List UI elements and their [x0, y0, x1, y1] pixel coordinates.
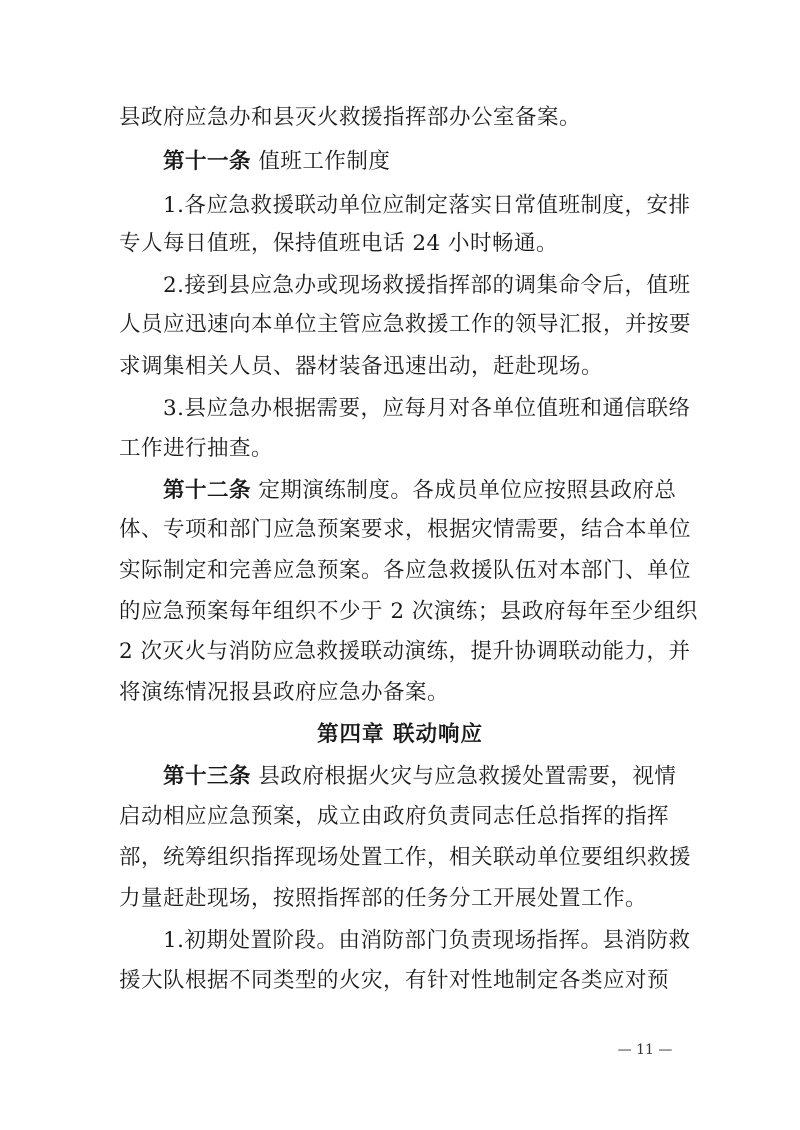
line-text: 县政府应急办和县灭火救援指挥部办公室备案。: [119, 105, 582, 130]
article-label: 第十二条: [163, 478, 252, 503]
text-line: [163, 926, 728, 956]
line-text: 援大队根据不同类型的火灾，有针对性地制定各类应对预: [119, 968, 670, 993]
line-text: 专人每日值班，保持值班电话 24 小时畅通。: [119, 231, 559, 256]
line-text: 实际制定和完善应急预案。各应急救援队伍对本部门、单位: [119, 558, 692, 583]
text-line: [119, 310, 692, 340]
line-text: 启动相应应急预案，成立由政府负责同志任总指挥的指挥: [119, 804, 670, 829]
page-number: — 11 —: [617, 1042, 673, 1058]
text-line: [119, 802, 684, 832]
line-text: 3.县应急办根据需要，应每月对各单位值班和通信联络: [163, 396, 691, 421]
line-text: 体、专项和部门应急预案要求，根据灾情需要，结合本单位: [119, 517, 692, 542]
text-line: [119, 434, 684, 464]
line-text: 定期演练制度。各成员单位应按照县政府总: [251, 478, 677, 503]
text-line: [119, 556, 692, 586]
article-label: 第十一条: [163, 149, 252, 174]
text-line: [119, 678, 684, 708]
text-line: [119, 352, 684, 382]
line-text: 部，统筹组织指挥现场处置工作，相关联动单位要组织救援: [119, 845, 692, 870]
line-text: 求调集相关人员、器材装备迅速出动，赶赴现场。: [119, 354, 604, 379]
text-line: [119, 884, 684, 914]
text-line: [119, 103, 684, 133]
text-line: [163, 394, 728, 424]
line-text: 县政府根据火灾与应急救援处置需要，视情: [251, 764, 677, 789]
line-text: 将演练情况报县政府应急办备案。: [119, 680, 450, 705]
article-heading-line: [163, 762, 728, 792]
text-line: [119, 843, 692, 873]
line-text: 值班工作制度: [251, 149, 391, 174]
line-text: 2.接到县应急办或现场救援指挥部的调集命令后，值班: [163, 273, 691, 298]
line-text: 人员应迅速向本单位主管应急救援工作的领导汇报，并按要: [119, 312, 692, 337]
line-text: 2 次灭火与消防应急救援联动演练，提升协调联动能力，并: [119, 639, 691, 664]
line-text: 1.各应急救援联动单位应制定落实日常值班制度，安排: [163, 193, 691, 218]
text-line: [163, 271, 728, 301]
text-line: [163, 191, 728, 221]
line-text: 工作进行抽查。: [119, 436, 274, 461]
text-line: [119, 637, 691, 667]
line-text: 的应急预案每年组织不少于 2 次演练；县政府每年至少组织: [119, 599, 698, 624]
text-line: [119, 597, 698, 627]
line-text: 1.初期处置阶段。由消防部门负责现场指挥。县消防救: [163, 928, 691, 953]
article-label: 第十三条: [163, 764, 252, 789]
text-line: [119, 229, 684, 259]
article-heading-line: [163, 147, 728, 177]
text-line: [119, 515, 692, 545]
text-line: [119, 966, 684, 996]
article-heading-line: [163, 476, 728, 506]
chapter-heading: 第四章 联动响应: [317, 722, 483, 747]
line-text: 力量赶赴现场，按照指挥部的任务分工开展处置工作。: [119, 886, 648, 911]
